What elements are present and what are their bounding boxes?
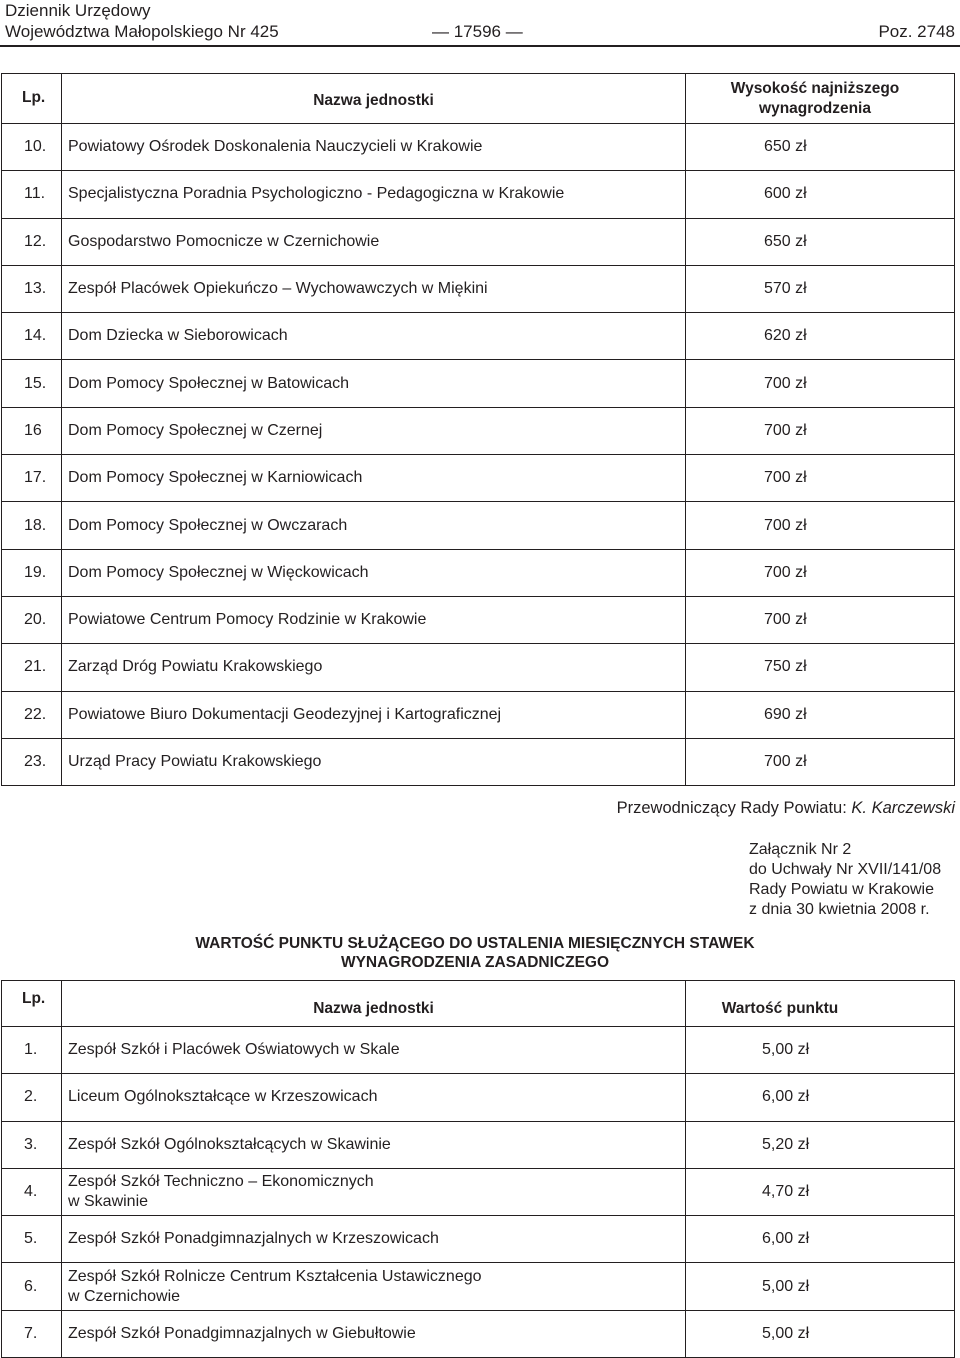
row-name-line1: Zespół Szkół Ponadgimnazjalnych w Krzeszowicach xyxy=(68,1230,439,1248)
column-header-lp: Lp. xyxy=(2,74,62,124)
column-header-value: Wartość punktu xyxy=(686,981,955,1027)
point-value-table xyxy=(1,980,955,1358)
row-value: 6,00 zł xyxy=(686,1216,955,1263)
row-name xyxy=(62,1027,686,1074)
row-name: Powiatowe Centrum Pomocy Rodzinie w Krakowie xyxy=(62,596,686,643)
row-value: 4,70 zł xyxy=(686,1168,955,1215)
row-value: 700 zł xyxy=(686,407,955,454)
row-lp: 2. xyxy=(2,1074,62,1121)
row-name-line2: w Czernichowie xyxy=(68,1287,181,1305)
row-name xyxy=(62,1074,686,1121)
table-row xyxy=(2,455,955,502)
row-name xyxy=(62,1168,686,1215)
row-name-line1: Liceum Ogólnokształcące w Krzeszowicach xyxy=(68,1088,378,1106)
signature xyxy=(617,799,955,818)
table-body xyxy=(2,124,955,786)
row-value: 6,00 zł xyxy=(686,1074,955,1121)
table-row xyxy=(2,218,955,265)
row-value: 570 zł xyxy=(686,265,955,312)
minimum-wage-table xyxy=(1,73,955,786)
row-value: 700 zł xyxy=(686,596,955,643)
row-name xyxy=(62,1121,686,1168)
row-value: 700 zł xyxy=(686,502,955,549)
row-value: 700 zł xyxy=(686,360,955,407)
row-lp: 20. xyxy=(2,596,62,643)
row-value: 650 zł xyxy=(686,124,955,171)
row-name-line2: w Skawinie xyxy=(68,1193,149,1211)
section-title-line1: WARTOŚĆ PUNKTU SŁUŻĄCEGO DO USTALENIA MIESIĘCZNYCH STAWEK xyxy=(195,935,755,952)
row-lp: 3. xyxy=(2,1121,62,1168)
row-lp: 7. xyxy=(2,1310,62,1357)
table-row xyxy=(2,738,955,785)
row-lp: 12. xyxy=(2,218,62,265)
journal-title-line1: Dziennik Urzędowy xyxy=(5,1,151,20)
row-value: 5,00 zł xyxy=(686,1263,955,1310)
row-lp: 23. xyxy=(2,738,62,785)
row-name xyxy=(62,1216,686,1263)
row-lp: 5. xyxy=(2,1216,62,1263)
row-lp: 19. xyxy=(2,549,62,596)
row-lp: 6. xyxy=(2,1263,62,1310)
annex-line4: z dnia 30 kwietnia 2008 r. xyxy=(749,901,930,918)
table-row xyxy=(2,171,955,218)
table-header-row xyxy=(2,74,955,124)
annex-line1: Załącznik Nr 2 xyxy=(749,841,852,858)
row-lp: 10. xyxy=(2,124,62,171)
row-value: 620 zł xyxy=(686,313,955,360)
row-value: 5,00 zł xyxy=(686,1027,955,1074)
annex-line3: Rady Powiatu w Krakowie xyxy=(749,881,934,898)
table-row xyxy=(2,596,955,643)
table-row xyxy=(2,691,955,738)
row-lp: 21. xyxy=(2,644,62,691)
column-header-name: Nazwa jednostki xyxy=(62,74,686,124)
row-lp: 22. xyxy=(2,691,62,738)
table-row xyxy=(2,1027,955,1074)
row-lp: 17. xyxy=(2,455,62,502)
annex-reference xyxy=(749,840,941,920)
page-number: — 17596 — xyxy=(432,22,523,41)
table-row xyxy=(2,407,955,454)
row-lp: 11. xyxy=(2,171,62,218)
section-title xyxy=(0,934,950,972)
row-name: Specjalistyczna Poradnia Psychologiczno - Pedagogiczna w Krakowie xyxy=(62,171,686,218)
position-number: Poz. 2748 xyxy=(878,22,955,41)
table-row xyxy=(2,313,955,360)
row-lp: 15. xyxy=(2,360,62,407)
table-row xyxy=(2,1121,955,1168)
row-name: Dom Pomocy Społecznej w Więckowicach xyxy=(62,549,686,596)
column-header-value: Wysokość najniższego wynagrodzenia xyxy=(686,74,955,124)
table-row xyxy=(2,502,955,549)
table-row xyxy=(2,1310,955,1357)
signature-name: K. Karczewski xyxy=(851,799,955,817)
table-row xyxy=(2,1216,955,1263)
table-row xyxy=(2,265,955,312)
table-row xyxy=(2,644,955,691)
table-header-row xyxy=(2,981,955,1027)
row-name: Dom Pomocy Społecznej w Owczarach xyxy=(62,502,686,549)
table-row xyxy=(2,360,955,407)
annex-line2: do Uchwały Nr XVII/141/08 xyxy=(749,861,942,878)
row-name: Powiatowe Biuro Dokumentacji Geodezyjnej i Kartograficznej xyxy=(62,691,686,738)
row-name: Dom Pomocy Społecznej w Batowicach xyxy=(62,360,686,407)
row-lp: 1. xyxy=(2,1027,62,1074)
row-value: 5,20 zł xyxy=(686,1121,955,1168)
column-header-lp: Lp. xyxy=(2,981,62,1027)
row-value: 650 zł xyxy=(686,218,955,265)
column-header-name: Nazwa jednostki xyxy=(62,981,686,1027)
row-value: 700 zł xyxy=(686,549,955,596)
row-value: 700 zł xyxy=(686,738,955,785)
row-name-line1: Zespół Szkół Ogólnokształcących w Skawinie xyxy=(68,1135,391,1153)
table-body xyxy=(2,1027,955,1358)
journal-title-line2: Województwa Małopolskiego Nr 425 xyxy=(5,22,279,41)
row-name: Powiatowy Ośrodek Doskonalenia Nauczycieli w Krakowie xyxy=(62,124,686,171)
table-row xyxy=(2,1168,955,1215)
row-name: Dom Pomocy Społecznej w Karniowicach xyxy=(62,455,686,502)
row-name-line1: Zespół Szkół Rolnicze Centrum Kształcenia Ustawicznego xyxy=(68,1267,482,1285)
signature-label: Przewodniczący Rady Powiatu: xyxy=(616,799,847,817)
row-lp: 16 xyxy=(2,407,62,454)
header-divider xyxy=(0,45,960,47)
row-value: 600 zł xyxy=(686,171,955,218)
table-row xyxy=(2,1074,955,1121)
row-value: 750 zł xyxy=(686,644,955,691)
table-row xyxy=(2,124,955,171)
row-name: Zarząd Dróg Powiatu Krakowskiego xyxy=(62,644,686,691)
table-row xyxy=(2,1263,955,1310)
row-lp: 18. xyxy=(2,502,62,549)
row-value: 690 zł xyxy=(686,691,955,738)
table-row xyxy=(2,549,955,596)
row-lp: 13. xyxy=(2,265,62,312)
row-name: Dom Dziecka w Sieborowicach xyxy=(62,313,686,360)
row-name: Gospodarstwo Pomocnicze w Czernichowie xyxy=(62,218,686,265)
row-name: Dom Pomocy Społecznej w Czernej xyxy=(62,407,686,454)
row-name-line1: Zespół Szkół Techniczno – Ekonomicznych xyxy=(68,1173,374,1191)
journal-title xyxy=(5,0,279,42)
row-name: Zespół Placówek Opiekuńczo – Wychowawczych w Miękini xyxy=(62,265,686,312)
row-value: 5,00 zł xyxy=(686,1310,955,1357)
row-lp: 4. xyxy=(2,1168,62,1215)
row-name xyxy=(62,1310,686,1357)
row-name-line1: Zespół Szkół Ponadgimnazjalnych w Giebułtowie xyxy=(68,1324,416,1342)
section-title-line2: WYNAGRODZENIA ZASADNICZEGO xyxy=(340,954,610,971)
row-name xyxy=(62,1263,686,1310)
row-name-line1: Zespół Szkół i Placówek Oświatowych w Skale xyxy=(68,1041,400,1059)
row-lp: 14. xyxy=(2,313,62,360)
row-value: 700 zł xyxy=(686,455,955,502)
row-name: Urząd Pracy Powiatu Krakowskiego xyxy=(62,738,686,785)
